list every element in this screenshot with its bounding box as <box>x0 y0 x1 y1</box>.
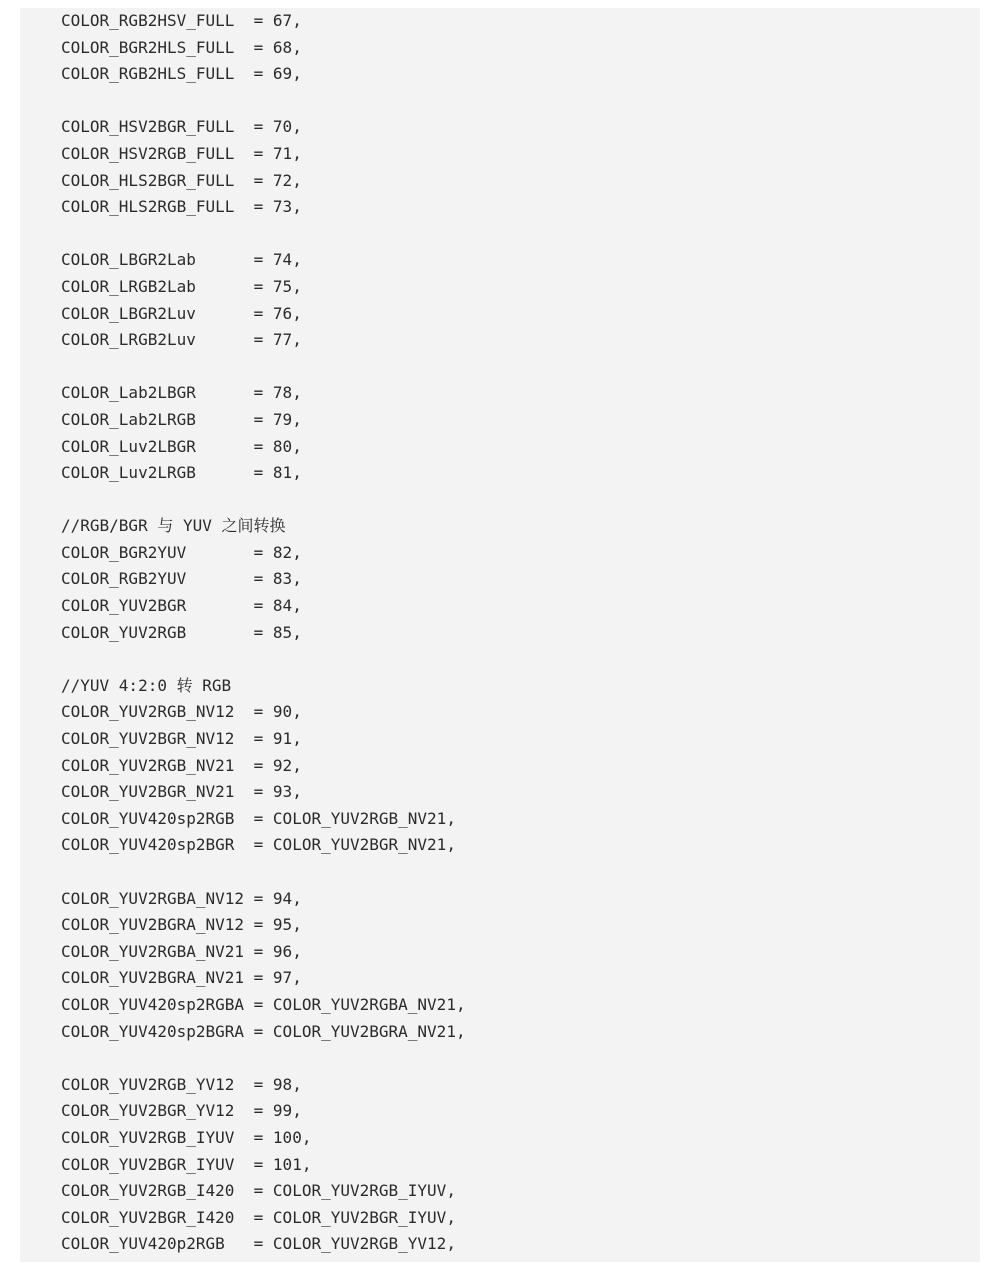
code-line: COLOR_YUV420p2RGB = COLOR_YUV2RGB_YV12, <box>61 1234 456 1254</box>
blank-line <box>61 859 980 886</box>
code-line: COLOR_YUV2BGR_IYUV = 101, <box>61 1154 312 1174</box>
code-line: COLOR_YUV2BGR_NV21 = 93, <box>61 782 302 802</box>
code-line: COLOR_HSV2RGB_FULL = 71, <box>61 143 302 163</box>
code-line: COLOR_RGB2HSV_FULL = 67, <box>61 11 302 30</box>
code-line: COLOR_YUV2RGB_YV12 = 98, <box>61 1074 302 1094</box>
code-comment: //YUV 4:2:0 转 RGB <box>61 675 232 695</box>
blank-line <box>61 646 980 673</box>
code-line: COLOR_YUV420sp2BGRA = COLOR_YUV2BGRA_NV21, <box>61 1021 466 1041</box>
blank-line <box>61 1045 980 1072</box>
code-line: COLOR_LBGR2Luv = 76, <box>61 303 302 323</box>
code-line: COLOR_YUV2RGB_IYUV = 100, <box>61 1127 312 1147</box>
code-line: COLOR_Lab2LBGR = 78, <box>61 383 302 403</box>
code-line: COLOR_YUV420sp2RGB = COLOR_YUV2RGB_NV21, <box>61 808 456 828</box>
code-line: COLOR_Lab2LRGB = 79, <box>61 409 302 429</box>
code-line: COLOR_HLS2RGB_FULL = 73, <box>61 197 302 217</box>
blank-line <box>61 487 980 514</box>
code-line: COLOR_YUV420sp2BGR = COLOR_YUV2BGR_NV21, <box>61 835 456 855</box>
code-line: COLOR_YUV2BGR = 84, <box>61 596 302 616</box>
code-line: COLOR_HSV2BGR_FULL = 70, <box>61 117 302 137</box>
code-comment: //RGB/BGR 与 YUV 之间转换 <box>61 516 286 536</box>
code-line: COLOR_LRGB2Luv = 77, <box>61 330 302 350</box>
code-line: COLOR_YUV2BGR_I420 = COLOR_YUV2BGR_IYUV, <box>61 1207 456 1227</box>
code-line: COLOR_LBGR2Lab = 74, <box>61 250 302 270</box>
code-line: COLOR_Luv2LBGR = 80, <box>61 436 302 456</box>
code-line: COLOR_Luv2LRGB = 81, <box>61 463 302 483</box>
code-line: COLOR_BGR2YUV = 82, <box>61 542 302 562</box>
blank-line <box>61 221 980 248</box>
code-line: COLOR_BGR2HLS_FULL = 68, <box>61 37 302 57</box>
code-line: COLOR_YUV2RGB_NV21 = 92, <box>61 755 302 775</box>
code-line: COLOR_YUV2RGB_NV12 = 90, <box>61 702 302 722</box>
blank-line <box>61 88 980 115</box>
code-line: COLOR_RGB2YUV = 83, <box>61 569 302 589</box>
code-line: COLOR_YUV2RGBA_NV21 = 96, <box>61 941 302 961</box>
code-line: COLOR_RGB2HLS_FULL = 69, <box>61 64 302 84</box>
code-line: COLOR_YUV2BGRA_NV21 = 97, <box>61 968 302 988</box>
code-line: COLOR_YUV2BGR_YV12 = 99, <box>61 1101 302 1121</box>
code-line: COLOR_HLS2BGR_FULL = 72, <box>61 170 302 190</box>
code-lines <box>61 8 980 1258</box>
code-line: COLOR_YUV2BGRA_NV12 = 95, <box>61 915 302 935</box>
code-line: COLOR_LRGB2Lab = 75, <box>61 276 302 296</box>
code-line: COLOR_YUV2RGBA_NV12 = 94, <box>61 888 302 908</box>
code-block <box>20 8 980 1262</box>
code-line: COLOR_YUV2RGB_I420 = COLOR_YUV2RGB_IYUV, <box>61 1181 456 1201</box>
code-line: COLOR_YUV2RGB = 85, <box>61 622 302 642</box>
blank-line <box>61 354 980 381</box>
code-line: COLOR_YUV420sp2RGBA = COLOR_YUV2RGBA_NV21, <box>61 994 466 1014</box>
code-line: COLOR_YUV2BGR_NV12 = 91, <box>61 729 302 749</box>
